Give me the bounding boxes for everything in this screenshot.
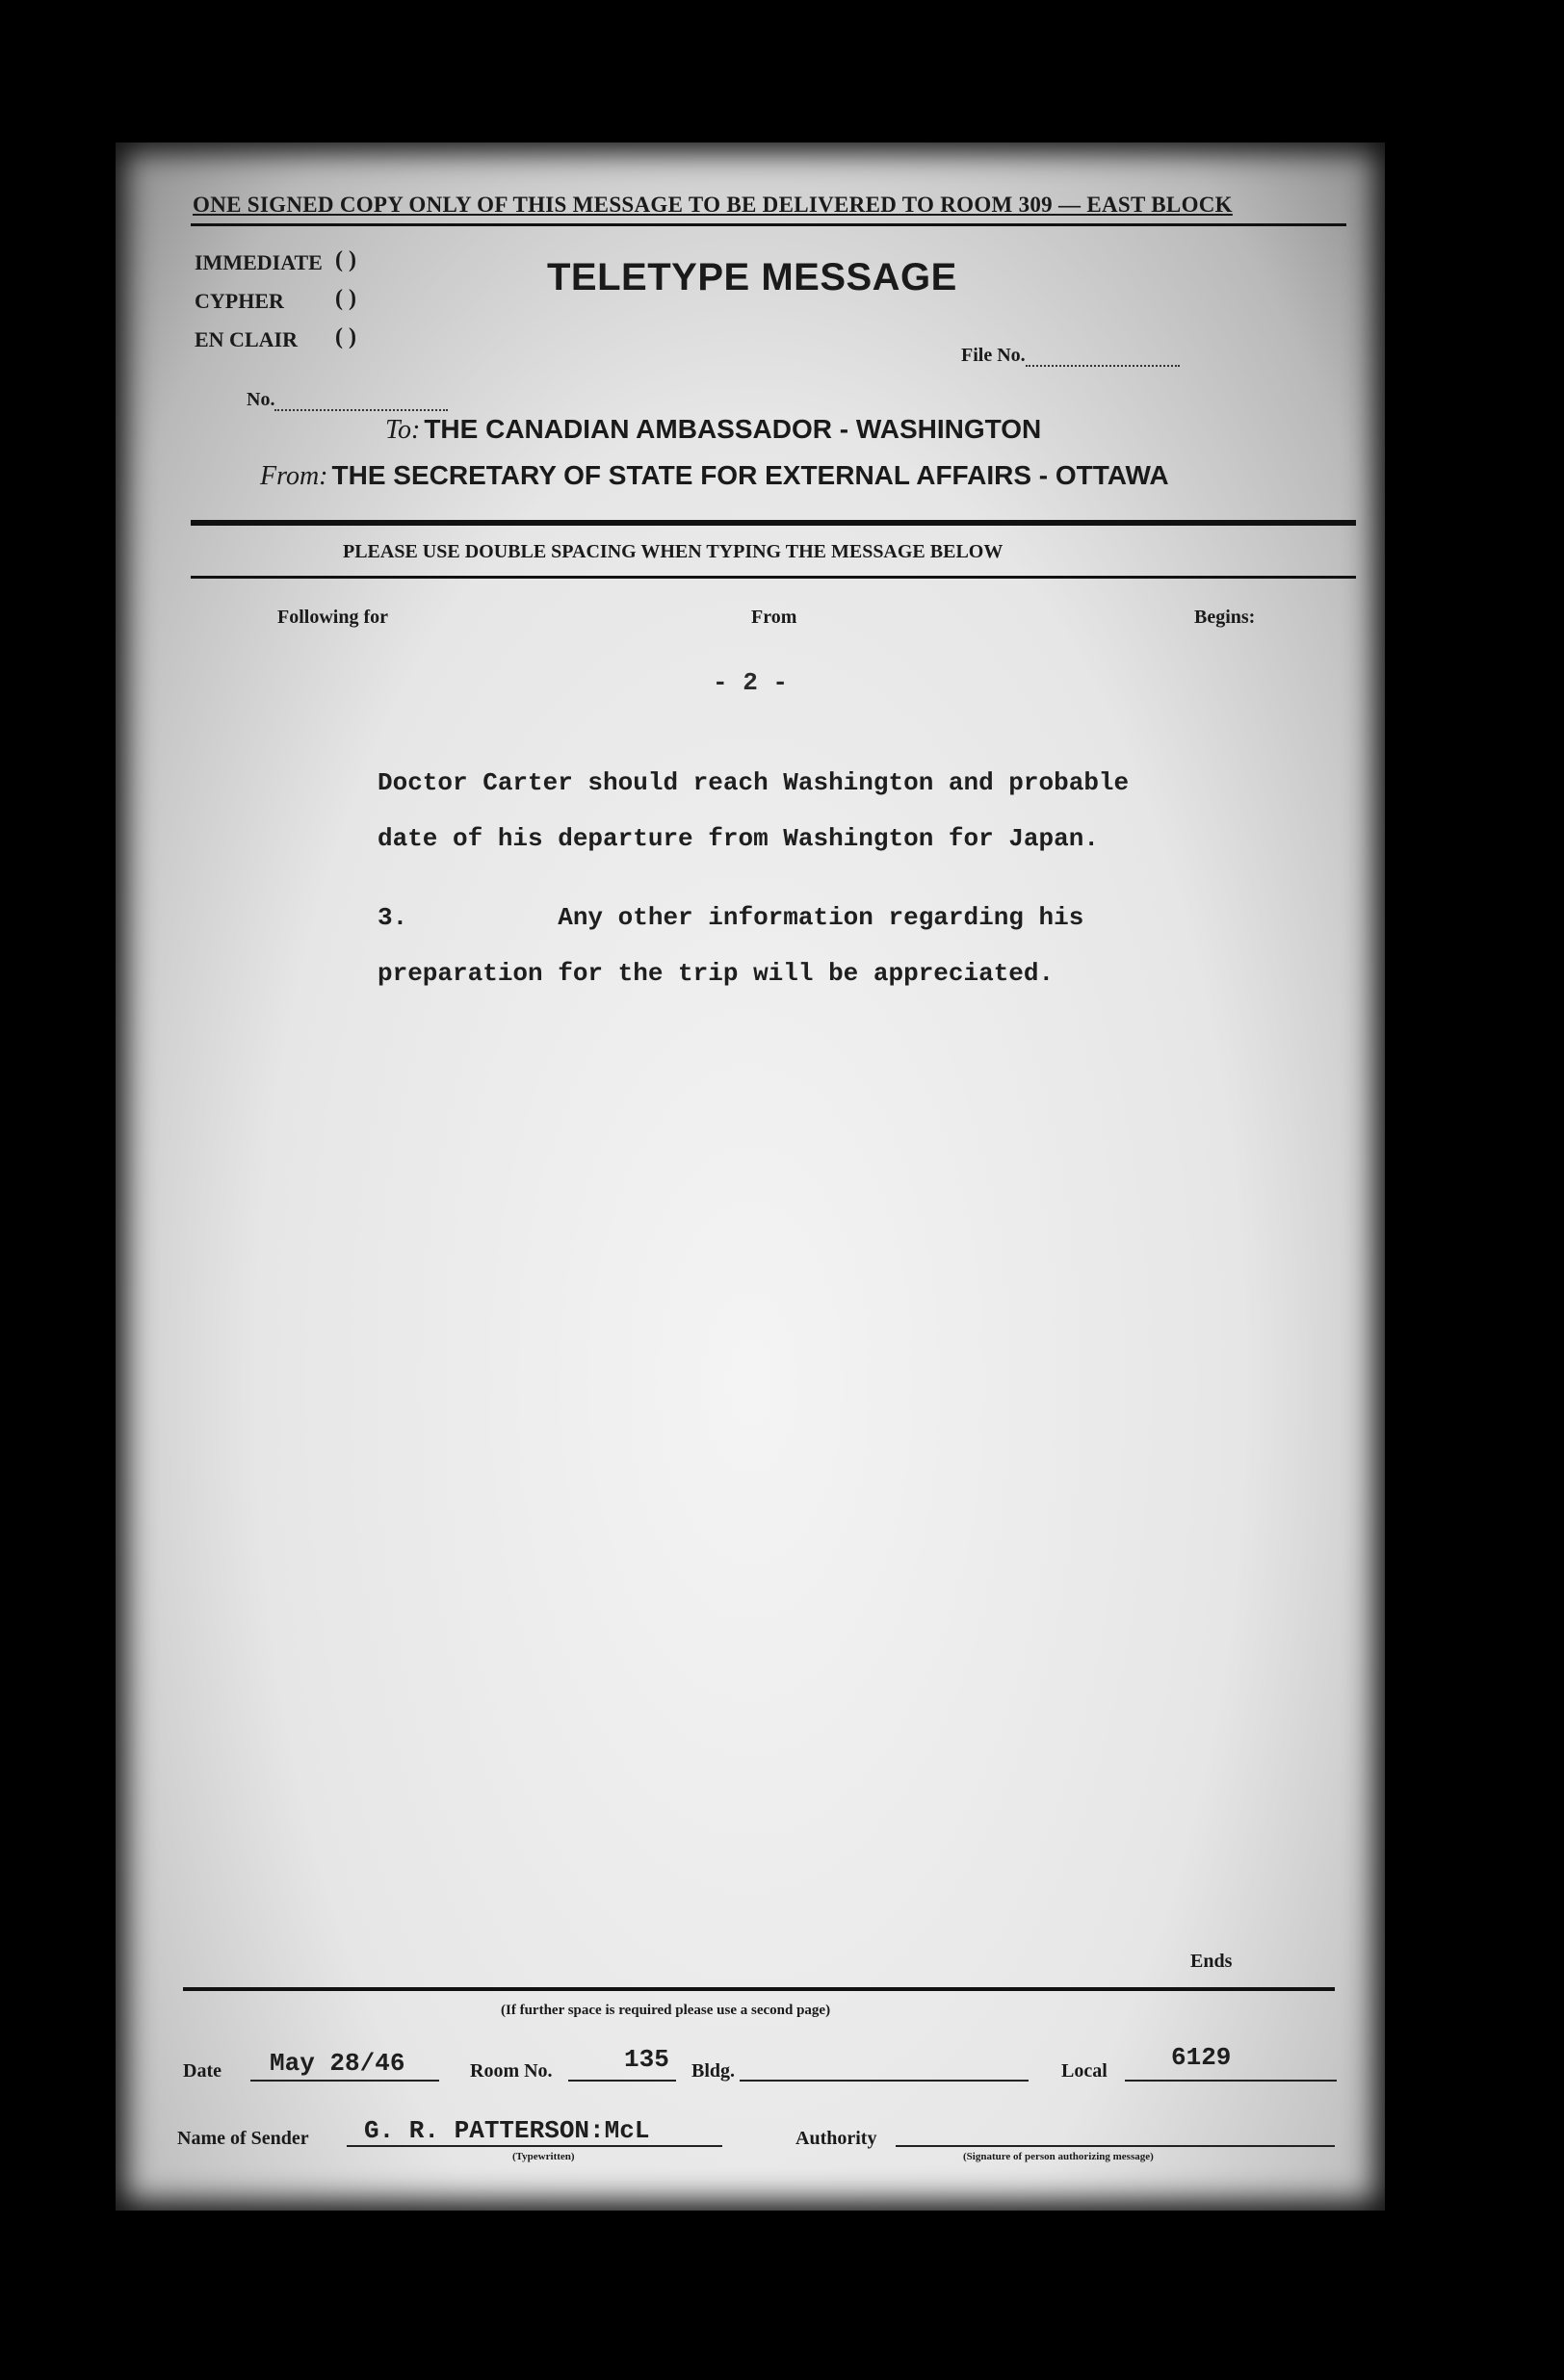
sender-label: Name of Sender <box>177 2128 309 2149</box>
file-no-field <box>961 345 1180 367</box>
footer-rule <box>183 1987 1335 1991</box>
date-value: May 28/46 <box>270 2049 405 2078</box>
from-routing-label: From <box>751 607 797 628</box>
local-underline <box>1125 2080 1337 2082</box>
delivery-note: ONE SIGNED COPY ONLY OF THIS MESSAGE TO BE DELIVERED TO ROOM 309 — EAST BLOCK <box>193 193 1233 217</box>
body-line-2: date of his departure from Washington for Japan. <box>378 824 1099 853</box>
sender-value: G. R. PATTERSON:McL <box>364 2116 650 2145</box>
to-value: THE CANADIAN AMBASSADOR - WASHINGTON <box>424 414 1042 444</box>
from-value: THE SECRETARY OF STATE FOR EXTERNAL AFFAIRS - OTTAWA <box>331 460 1169 490</box>
body-line-3: 3. Any other information regarding his <box>378 903 1084 932</box>
to-label: To: <box>385 415 421 445</box>
file-no-blank <box>1026 351 1180 367</box>
from-label: From: <box>260 461 328 491</box>
to-line <box>385 414 1041 446</box>
typewritten-note: (Typewritten) <box>512 2151 575 2162</box>
continuation-note: (If further space is required please use a second page) <box>501 2003 831 2018</box>
from-line <box>260 460 1169 492</box>
signature-note: (Signature of person authorizing message) <box>963 2151 1154 2162</box>
bldg-underline <box>740 2080 1029 2082</box>
option-immediate-mark: ( ) <box>335 247 356 272</box>
room-value: 135 <box>624 2045 669 2074</box>
room-label: Room No. <box>470 2060 553 2082</box>
ends-label: Ends <box>1190 1951 1233 1972</box>
instruction-rule <box>191 576 1356 579</box>
option-cypher-mark: ( ) <box>335 286 356 311</box>
no-blank <box>274 396 448 411</box>
form-title: TELETYPE MESSAGE <box>547 256 957 298</box>
option-en-clair-label: EN CLAIR <box>195 327 298 351</box>
authority-underline <box>896 2145 1335 2147</box>
body-line-1: Doctor Carter should reach Washington and probable <box>378 768 1130 797</box>
authority-label: Authority <box>795 2128 877 2149</box>
option-en-clair-mark: ( ) <box>335 324 356 349</box>
date-label: Date <box>183 2060 222 2082</box>
option-cypher-label: CYPHER <box>195 289 284 313</box>
begins-label: Begins: <box>1194 607 1256 628</box>
following-for-label: Following for <box>277 607 388 628</box>
sender-underline <box>347 2145 722 2147</box>
address-rule <box>191 520 1356 526</box>
room-underline <box>568 2080 676 2082</box>
no-label: No. <box>247 389 275 410</box>
teletype-form <box>116 142 1385 2211</box>
no-field <box>247 389 448 411</box>
local-value: 6129 <box>1171 2043 1232 2072</box>
spacing-instruction: PLEASE USE DOUBLE SPACING WHEN TYPING THE MESSAGE BELOW <box>343 541 1004 562</box>
local-label: Local <box>1061 2060 1108 2082</box>
body-line-4: preparation for the trip will be appreciated. <box>378 959 1055 988</box>
file-no-label: File No. <box>961 345 1026 366</box>
page-marker: - 2 - <box>713 668 789 697</box>
option-immediate-label: IMMEDIATE <box>195 250 323 274</box>
bldg-label: Bldg. <box>691 2060 736 2082</box>
header-rule <box>191 223 1346 226</box>
date-underline <box>250 2080 439 2082</box>
